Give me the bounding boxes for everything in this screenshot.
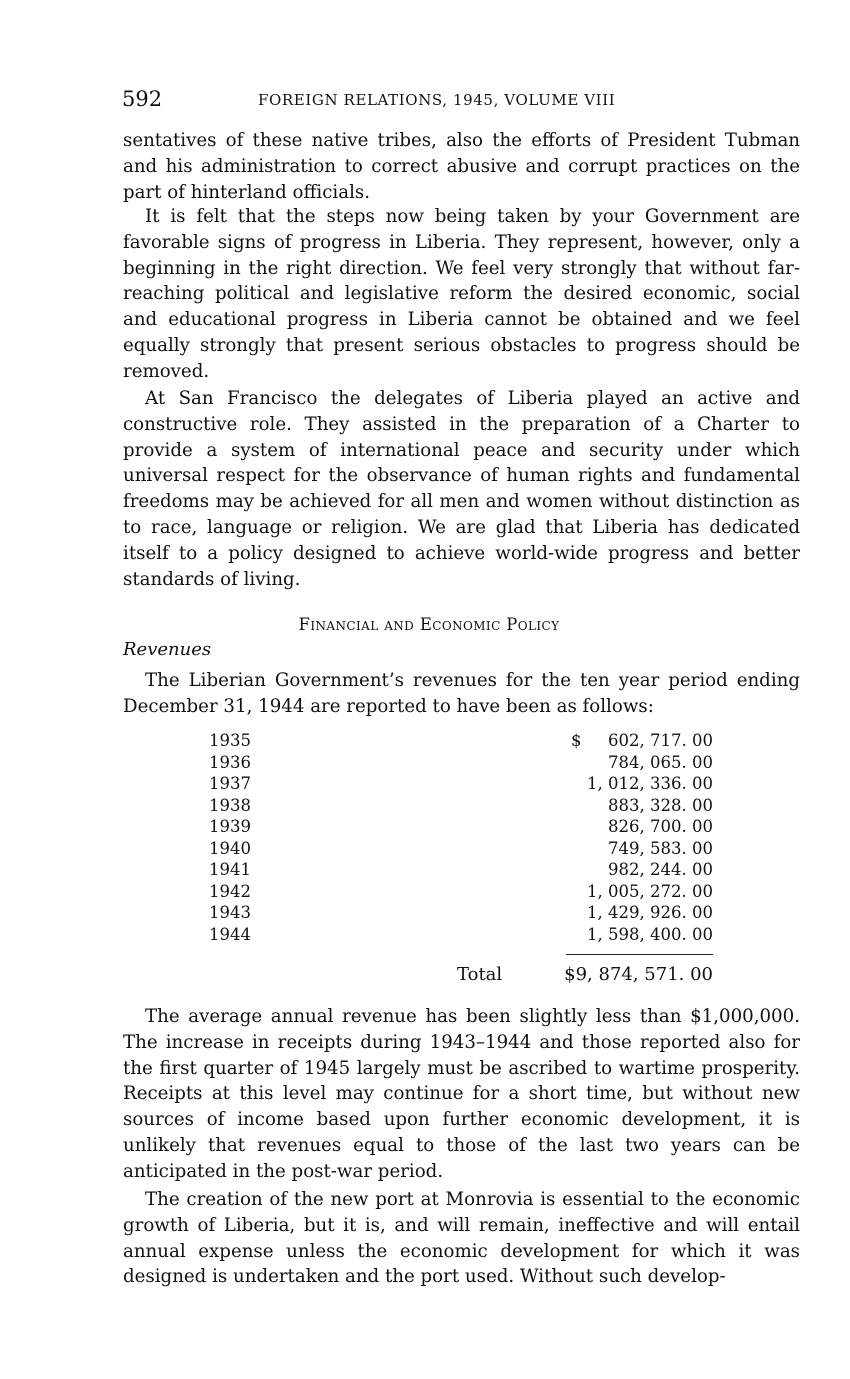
- year-cell: 1935: [209, 731, 251, 750]
- table-row: [0, 752, 850, 774]
- total-rule: [566, 954, 713, 955]
- amount-cell: 1, 012, 336. 00: [587, 774, 713, 793]
- currency-symbol: $: [571, 731, 582, 750]
- table-row: [0, 816, 850, 838]
- year-cell: 1940: [209, 838, 251, 858]
- year-cell: 1936: [209, 752, 251, 772]
- subsection-heading: Revenues: [123, 639, 212, 660]
- year-cell: 1938: [209, 795, 251, 815]
- table-row: [0, 773, 850, 795]
- table-row: [0, 924, 850, 946]
- amount-cell: 749, 583. 00: [608, 838, 713, 858]
- table-row: [0, 859, 850, 881]
- paragraph-average-revenue: The average annual revenue has been slightly less than $1,000,000. The increase in receipts during 1943–1944 and those reported also for the first quarter of 1945 largely must be ascribed to wartime prosperity. Receipts at this level may continue for a short time, but without new sources of income based upon further economic development, it is unlikely that revenues equal to those of the last two years can be anticipated in the post-war period.: [123, 1006, 800, 1182]
- paragraph-reform: It is felt that the steps now being taken by your Government are favorable signs of progress in Liberia. They represent, however, only a beginning in the right direction. We feel very strongly that without far-reaching political and legislative reform the desired economic, social and educational progress in Liberia cannot be obtained and we feel equally strongly that present serious obstacles to progress should be removed.: [123, 206, 800, 382]
- amount-cell: 826, 700. 00: [608, 817, 713, 836]
- paragraph-monrovia-port: The creation of the new port at Monrovia is essential to the economic growth of Liberia, but it is, and will remain, ineffective and will entail annual expense unless the economic development for which it was designed is undertaken and the port used. Without such develop-: [123, 1189, 800, 1288]
- section-title: Financial and Economic Policy: [298, 615, 560, 634]
- amount-cell: 883, 328. 00: [608, 795, 713, 815]
- total-label: Total: [457, 964, 503, 985]
- total-row: [0, 962, 850, 988]
- table-row: [0, 795, 850, 817]
- table-row: [0, 881, 850, 903]
- amount-cell: 602, 717. 00: [608, 731, 713, 750]
- amount-cell: 1, 598, 400. 00: [587, 924, 713, 944]
- year-cell: 1944: [209, 924, 251, 944]
- year-cell: 1942: [209, 881, 251, 901]
- paragraph-revenues-intro: The Liberian Government’s revenues for the ten year period ending December 31, 1944 are reported to have been as follows:: [123, 670, 800, 717]
- page-header: [122, 84, 802, 114]
- paragraph-san-francisco: At San Francisco the delegates of Liberia played an active and constructive role. They assisted in the preparation of a Charter to provide a system of international peace and security under which universal respect for the observance of human rights and fundamental freedoms may be achieved for all men and women without distinction as to race, language or religion. We are glad that Liberia has dedicated itself to a policy designed to achieve world-wide progress and better standards of living.: [123, 388, 800, 590]
- page-number: 592: [122, 87, 163, 111]
- amount-cell: 1, 005, 272. 00: [587, 881, 713, 901]
- year-cell: 1943: [209, 903, 251, 922]
- running-head: FOREIGN RELATIONS, 1945, VOLUME VIII: [258, 91, 616, 109]
- year-cell: 1939: [209, 817, 251, 836]
- paragraph-continuation: sentatives of these native tribes, also the efforts of President Tubman and his administration to correct abusive and corrupt practices on the part of hinterland officials.: [123, 130, 800, 203]
- table-row: [0, 730, 850, 752]
- year-cell: 1937: [209, 774, 251, 793]
- amount-cell: 982, 244. 00: [608, 860, 713, 879]
- amount-cell: 784, 065. 00: [608, 752, 713, 772]
- table-row: [0, 838, 850, 860]
- total-amount: $9, 874, 571. 00: [564, 964, 713, 985]
- year-cell: 1941: [209, 860, 251, 879]
- amount-cell: 1, 429, 926. 00: [587, 903, 713, 922]
- table-row: [0, 902, 850, 924]
